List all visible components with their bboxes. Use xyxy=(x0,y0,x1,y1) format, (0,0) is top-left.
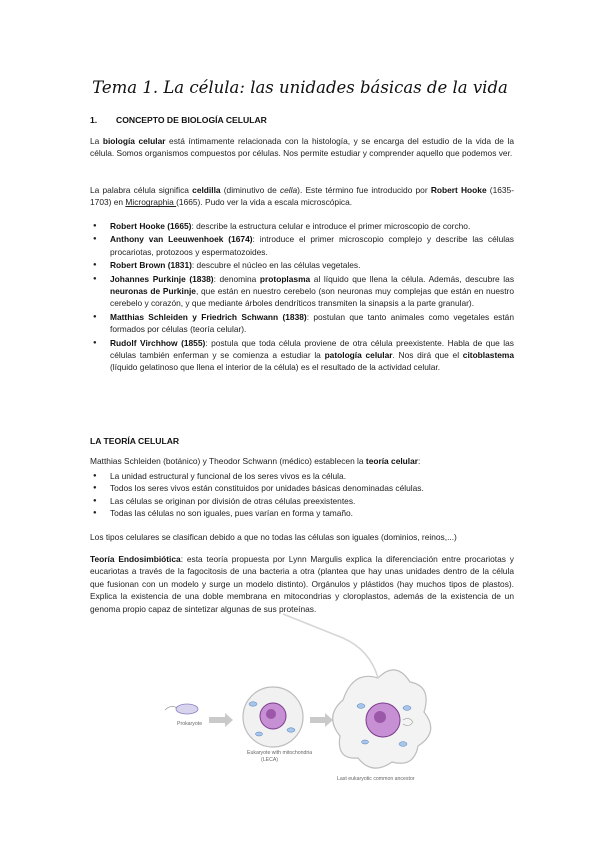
list-item: ● Las células se originan por división de otras células preexistentes. xyxy=(90,495,514,507)
flagellum xyxy=(283,614,378,678)
text: ). Este término fue introducido por xyxy=(297,185,431,195)
list-item: ● La unidad estructural y funcional de los seres vivos es la célula. xyxy=(90,470,514,482)
mitochondrion xyxy=(399,742,407,747)
endosymbiosis-figure xyxy=(165,612,435,784)
scientist-name: Robert Hooke (1665) xyxy=(110,221,192,231)
prokaryote-cell xyxy=(176,704,198,714)
paragraph-cell-types: Los tipos celulares se clasifican debido a que no todas las células son iguales (dominios, reinos,...) xyxy=(90,532,457,542)
nucleolus xyxy=(374,711,386,723)
text: , que están en nuestro cerebelo (son neuronas muy complejas que están en nuestro cerebelo y corazón, y que mediante árboles dendríticos transmiten la sinapsis a la parte granular). xyxy=(110,286,514,309)
text: está íntimamente relacionada con la histología, y se encarga del estudio de la vida de la célula. Somos organismos compuestos por células. Nos permite estudiar y comprender aquello que podemos ver. xyxy=(90,136,514,159)
list-item: ● Todas las células no son iguales, pues varían en forma y tamaño. xyxy=(90,507,514,519)
bold-term: biología celular xyxy=(102,136,166,146)
list-item xyxy=(90,337,514,374)
arrow-icon xyxy=(209,713,233,727)
prokaryote-illustration xyxy=(165,704,198,714)
section-heading-1 xyxy=(90,115,267,125)
eukaryote-illustration xyxy=(243,687,303,747)
text: : postulan que tanto animales como vegetales están formados por células (teoría celular). xyxy=(110,311,514,335)
mitochondrion xyxy=(362,740,369,744)
text: : describe la estructura celular e introduce el primer microscopio de corcho. xyxy=(191,221,471,231)
text: : esta teoría propuesta por Lynn Margulis explica la diferenciación entre procariotas y eucariotas a través de la fagocitosis de una bacteria a otra (plantea que hay unas unidades dentro de la célula que fusionan con un modelo y surge un modelo distinto). Orgánulos y plástidos (hay muchos tipos de plastos). Explica la existencia de una doble membrana en mitocondrias y cloroplastos, además de la existencia de un genoma propio capaz de sintetizar algunas de sus proteínas. xyxy=(90,554,514,614)
section-number: 1. xyxy=(90,115,98,125)
arrow-icon xyxy=(310,713,333,727)
scientist-name: Anthony van Leeuwenhoek (1674) xyxy=(110,234,253,245)
section-heading-2: LA TEORÍA CELULAR xyxy=(90,436,180,446)
caption-last-common-ancestor: Last eukaryotic common ancestor xyxy=(337,776,415,782)
nucleolus xyxy=(266,709,276,719)
list-item xyxy=(90,311,514,336)
paragraph-endosymbiotic xyxy=(90,553,514,615)
paragraph-celdilla xyxy=(90,184,514,209)
text: : introduce el primer microscopio complejo y describe las células procariotas, protozoos y espermatozoides. xyxy=(110,234,514,257)
bold-term: teoría celular xyxy=(365,456,419,466)
scientist-name: Rudolf Virchhow (1855) xyxy=(110,337,206,348)
mitochondrion xyxy=(249,702,257,706)
scientist-name: Johannes Purkinje (1838) xyxy=(110,273,214,284)
text: (1635-1703) en xyxy=(90,185,515,208)
paragraph-intro xyxy=(90,135,514,160)
text: . Nos dirá que el xyxy=(392,350,463,361)
mitochondrion xyxy=(256,732,263,736)
text: La xyxy=(90,136,103,146)
mitochondrion xyxy=(287,728,295,732)
caption-prokaryote: Prokaryote xyxy=(177,721,203,727)
bold-term: neuronas de Purkinje xyxy=(110,286,196,297)
amoeboid-cell-illustration xyxy=(283,614,431,768)
theory-list xyxy=(90,470,514,520)
bold-term: Robert Hooke xyxy=(430,185,487,195)
list-item xyxy=(90,220,514,232)
list-item xyxy=(90,259,514,271)
bold-term: patología celular xyxy=(324,350,393,361)
list-item xyxy=(90,233,514,258)
mitochondrion xyxy=(403,706,411,711)
text: : xyxy=(418,456,421,466)
bold-term: protoplasma xyxy=(259,273,311,284)
list-item: ● Todos los seres vivos están constituidos por unidades básicas denominadas células. xyxy=(90,482,514,494)
page-title: Tema 1. La célula: las unidades básicas de la vida xyxy=(92,78,508,97)
caption-eukaryote: Eukaryote with mitochondria xyxy=(247,750,313,756)
mitochondrion xyxy=(357,704,365,709)
text: : denomina xyxy=(213,273,260,284)
text: Matthias Schleiden (botánico) y Theodor Schwann (médico) establecen la xyxy=(90,456,366,466)
bold-term: Teoría Endosimbiótica xyxy=(90,554,181,564)
underlined-term: Micrographia xyxy=(125,197,177,208)
flagellum xyxy=(165,706,177,710)
paragraph-theory-intro xyxy=(90,455,514,467)
scientist-name: Matthias Schleiden y Friedrich Schwann (1838) xyxy=(110,311,307,322)
caption-leca: (LECA) xyxy=(261,757,279,763)
text: (diminutivo de xyxy=(220,185,280,195)
text: : descubre el núcleo en las células vegetales. xyxy=(191,260,361,271)
section-title: CONCEPTO DE BIOLOGÍA CELULAR xyxy=(116,115,267,125)
scientist-name: Robert Brown (1831) xyxy=(110,260,192,271)
text: (1665). Pudo ver la vida a escala microscópica. xyxy=(176,197,353,208)
text: al líquido que llena la célula. Además, descubre las xyxy=(310,273,515,284)
bold-term: citoblastema xyxy=(462,350,514,361)
list-item xyxy=(90,273,514,310)
italic-term: cella xyxy=(279,185,298,195)
text: La palabra célula significa xyxy=(90,185,193,195)
text: (líquido gelatinoso que llena el interior de la célula) es el resultado de la actividad celular. xyxy=(110,362,441,373)
text: : postula que toda célula proviene de otra célula preexistente. Habla de que las células también enferman y se comienza a estudiar la xyxy=(110,337,514,361)
bold-term: celdilla xyxy=(192,185,221,195)
scientists-list xyxy=(90,220,514,374)
